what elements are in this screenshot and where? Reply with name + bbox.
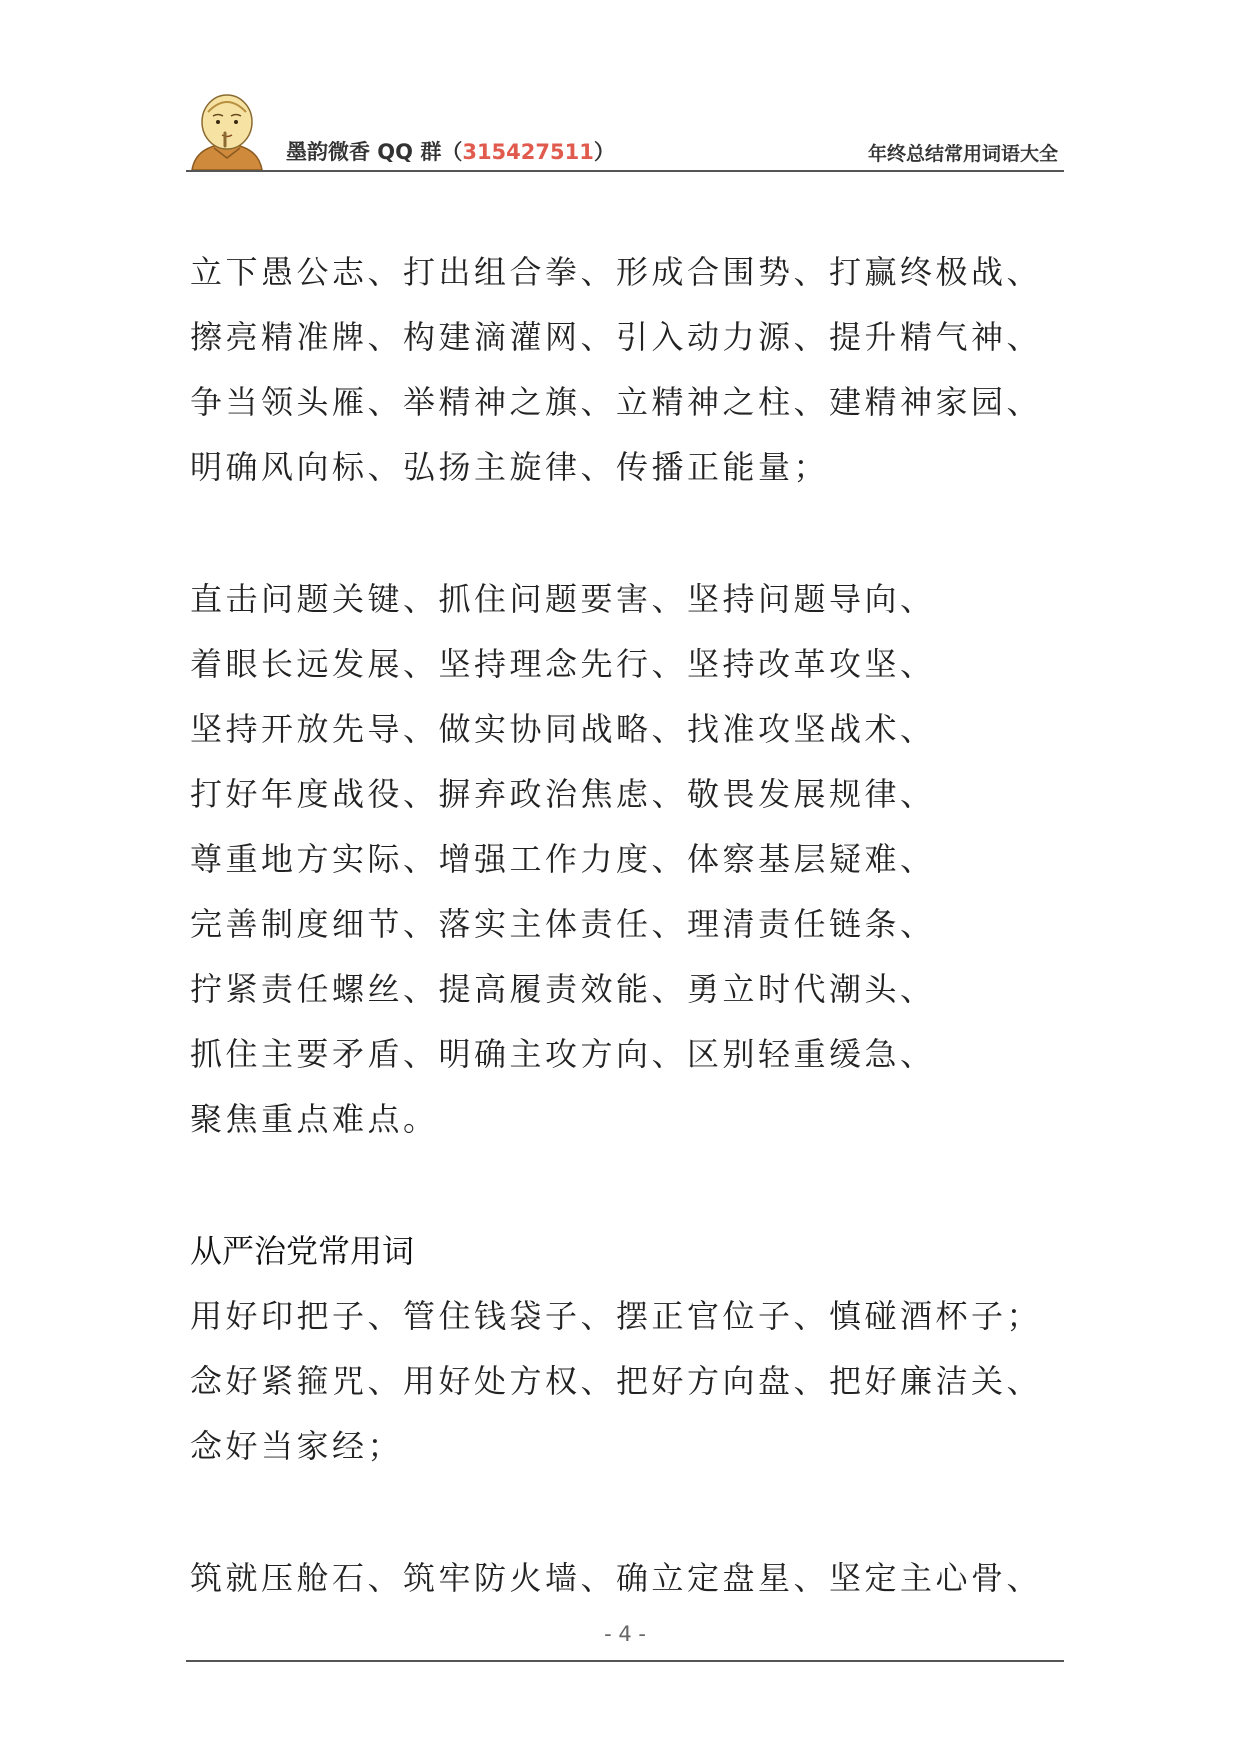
qq-group-prefix: 墨韵微香 QQ 群（ (286, 140, 463, 164)
phrase-line: 念好当家经； (190, 1427, 404, 1465)
phrase-line: 直击问题关键、抓住问题要害、坚持问题导向、 (190, 580, 936, 618)
phrase-line: 争当领头雁、举精神之旗、立精神之柱、建精神家园、 (190, 383, 1043, 421)
phrase-line: 用好印把子、管住钱袋子、摆正官位子、慎碰酒杯子； (190, 1297, 1043, 1335)
phrase-line: 擦亮精准牌、构建滴灌网、引入动力源、提升精气神、 (190, 318, 1043, 356)
section-heading: 从严治党常用词 (190, 1232, 415, 1270)
document-title: 年终总结常用词语大全 (867, 143, 1058, 165)
phrase-line: 念好紧箍咒、用好处方权、把好方向盘、把好廉洁关、 (190, 1362, 1043, 1400)
phrase-line: 抓住主要矛盾、明确主攻方向、区别轻重缓急、 (190, 1035, 936, 1073)
page-footer (186, 1618, 1064, 1662)
header-rule (186, 170, 1064, 172)
phrase-line: 尊重地方实际、增强工作力度、体察基层疑难、 (190, 840, 936, 878)
page-body (190, 240, 1070, 1678)
page-number: - 4 - (604, 1622, 646, 1646)
qq-group-suffix: ） (593, 140, 615, 164)
phrase-line: 筑就压舱石、筑牢防火墙、确立定盘星、坚定主心骨、 (190, 1559, 1043, 1597)
page-header (186, 88, 1064, 172)
phrase-block (190, 1546, 1070, 1611)
phrase-line: 打好年度战役、摒弃政治焦虑、敬畏发展规律、 (190, 775, 936, 813)
phrase-line: 着眼长远发展、坚持理念先行、坚持改革攻坚、 (190, 645, 936, 683)
phrase-block (190, 1284, 1070, 1479)
phrase-line: 完善制度细节、落实主体责任、理清责任链条、 (190, 905, 936, 943)
phrase-line: 坚持开放先导、做实协同战略、找准攻坚战术、 (190, 710, 936, 748)
phrase-line: 拧紧责任螺丝、提高履责效能、勇立时代潮头、 (190, 970, 936, 1008)
avatar (186, 88, 268, 170)
qq-group-number: 315427511 (462, 140, 594, 164)
footer-rule (186, 1660, 1064, 1662)
phrase-block (190, 240, 1070, 500)
phrase-line: 立下愚公志、打出组合拳、形成合围势、打赢终极战、 (190, 253, 1043, 291)
qq-group-label (286, 136, 615, 166)
phrase-line: 明确风向标、弘扬主旋律、传播正能量； (190, 448, 830, 486)
phrase-block (190, 567, 1070, 1152)
phrase-line: 聚焦重点难点。 (190, 1100, 439, 1138)
